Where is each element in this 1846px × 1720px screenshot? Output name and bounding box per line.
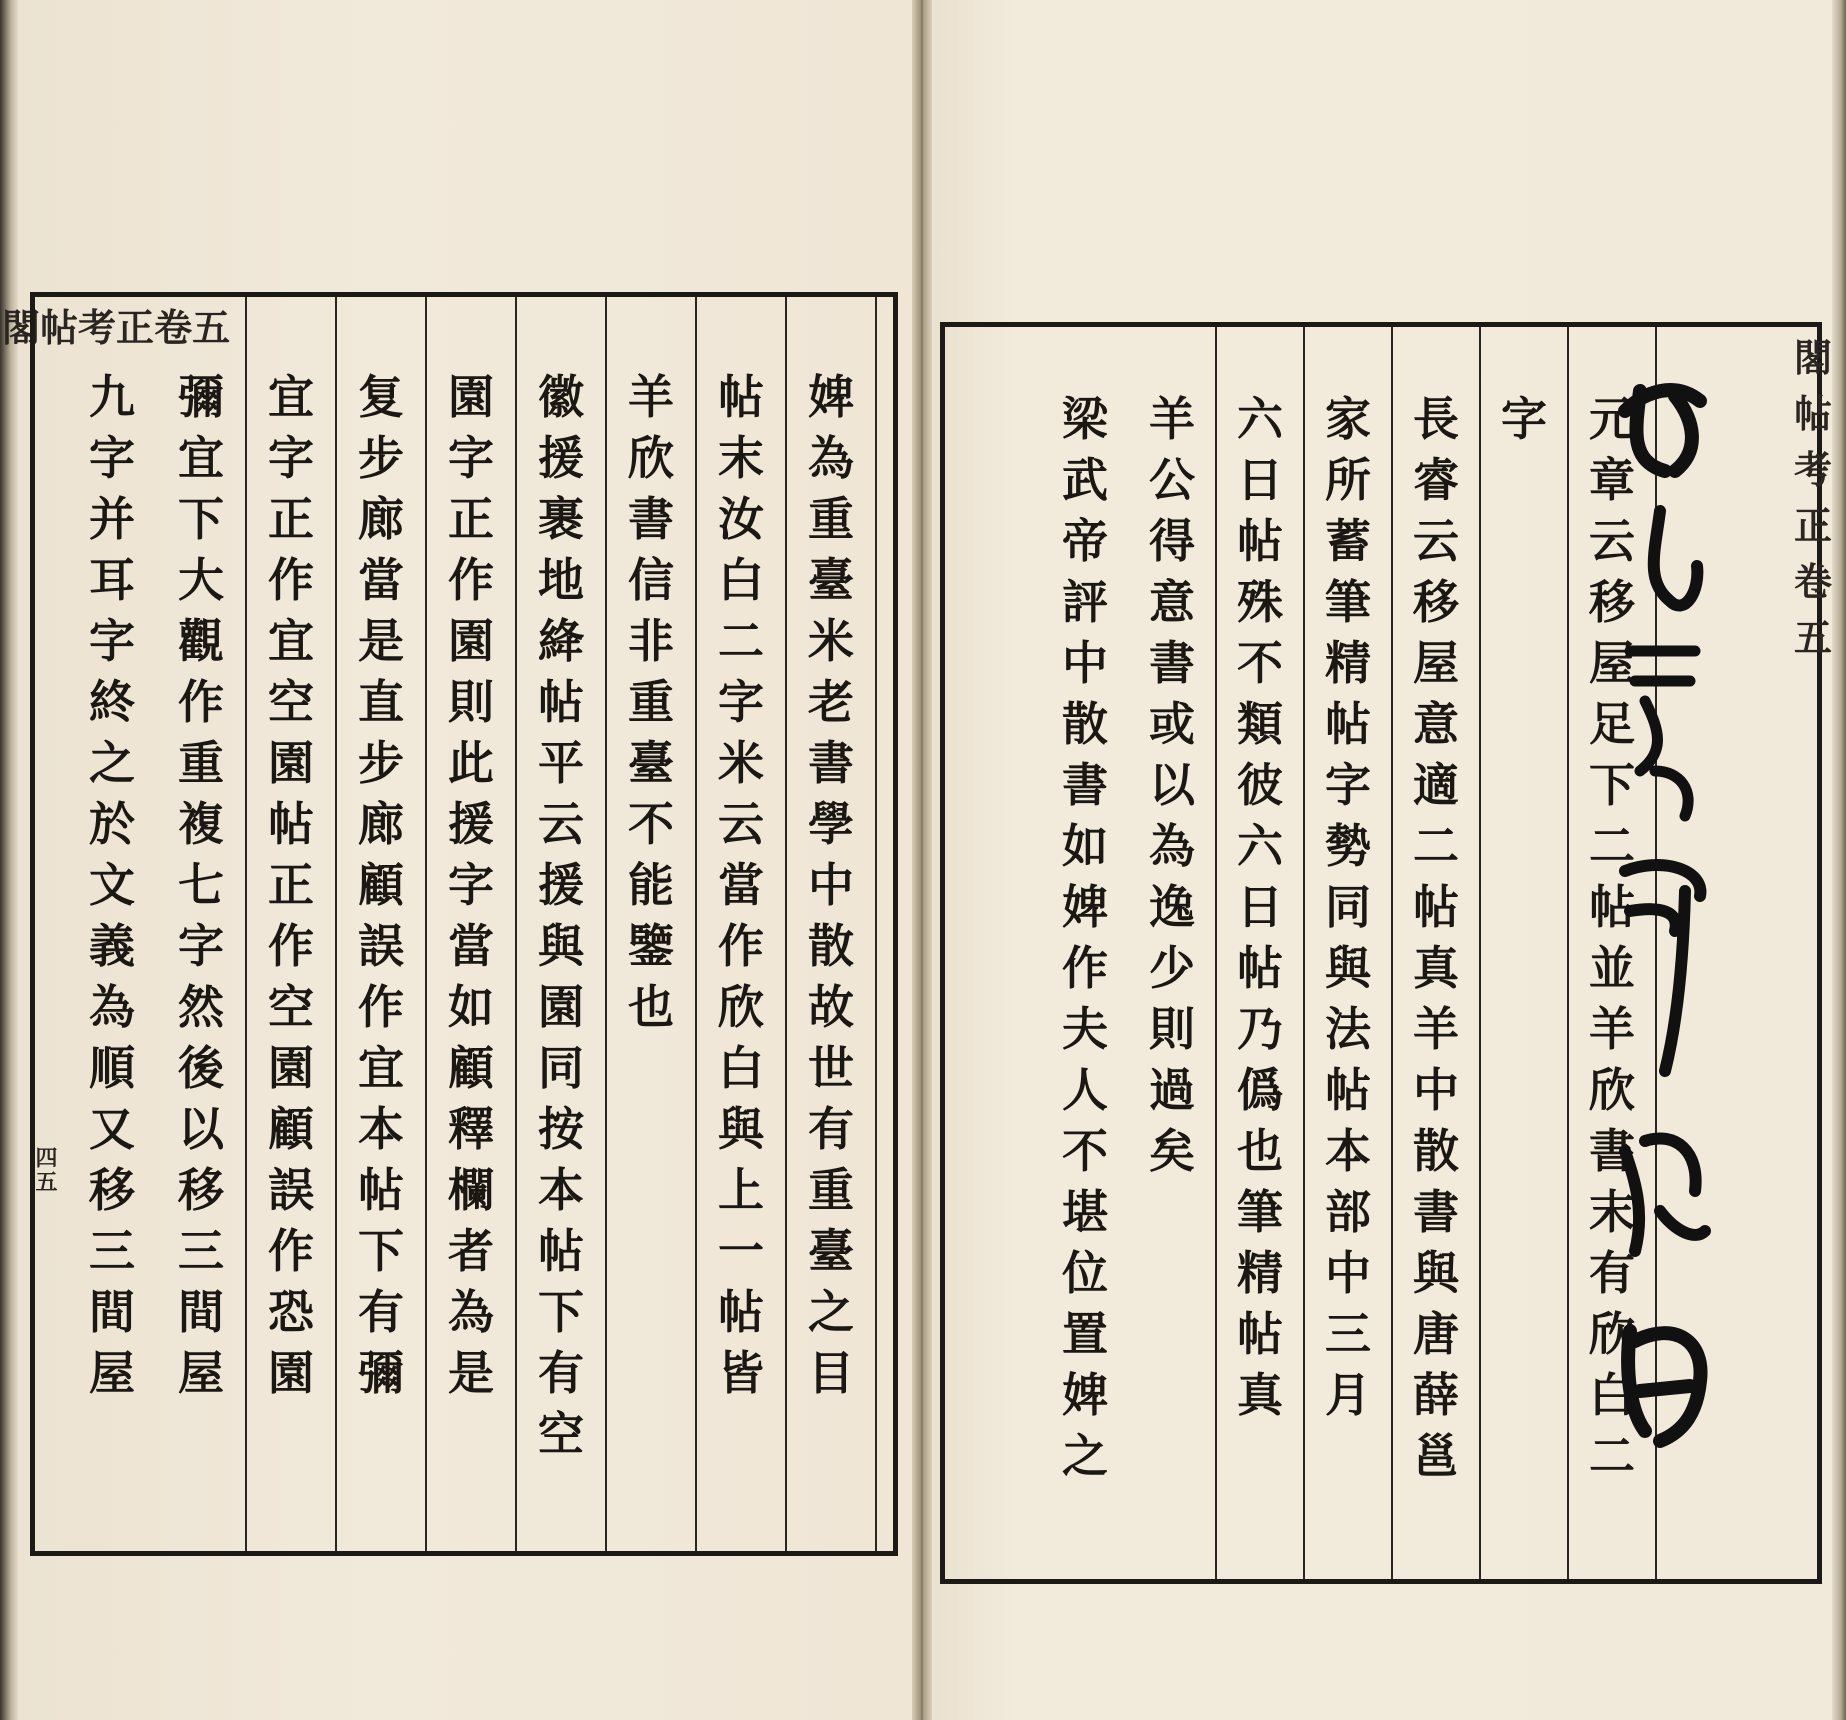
character: 复 <box>358 370 404 424</box>
character: 間 <box>178 1285 224 1339</box>
character: 欣 <box>628 431 674 485</box>
character: 目 <box>808 1346 854 1400</box>
text-column <box>517 297 607 1551</box>
character: 此 <box>448 736 494 790</box>
character: 以 <box>1149 758 1195 812</box>
character: 七 <box>178 858 224 912</box>
character: 釋 <box>448 1102 494 1156</box>
character: 帖 <box>1237 514 1283 568</box>
character: 筆 <box>1237 1185 1283 1239</box>
character: 信 <box>628 553 674 607</box>
character: 羊 <box>1589 1002 1635 1056</box>
margin-character: 卷 <box>1794 559 1833 604</box>
character: 移 <box>1589 575 1635 629</box>
character: 意 <box>1413 697 1459 751</box>
character: 本 <box>1325 1124 1371 1178</box>
character: 書 <box>1413 1185 1459 1239</box>
character: 不 <box>1062 1124 1108 1178</box>
character: 屋 <box>1413 636 1459 690</box>
character: 矣 <box>1149 1124 1195 1178</box>
character: 少 <box>1149 941 1195 995</box>
left-page-edge <box>0 0 18 1720</box>
character: 二 <box>718 614 764 668</box>
character: 重 <box>808 492 854 546</box>
character: 本 <box>538 1163 584 1217</box>
character: 書 <box>1589 1124 1635 1178</box>
margin-character: 閣 <box>1794 335 1833 380</box>
character: 宜 <box>268 370 314 424</box>
character: 屋 <box>89 1346 135 1400</box>
character: 堪 <box>1062 1185 1108 1239</box>
character: 適 <box>1413 758 1459 812</box>
character: 字 <box>718 675 764 729</box>
character: 耳 <box>89 553 135 607</box>
character: 作 <box>1062 941 1108 995</box>
character: 勢 <box>1325 819 1371 873</box>
book-gutter <box>912 0 932 1720</box>
character: 字 <box>89 431 135 485</box>
character: 真 <box>1413 941 1459 995</box>
character: 有 <box>808 1102 854 1156</box>
character: 六 <box>1237 392 1283 446</box>
character: 同 <box>538 1041 584 1095</box>
character: 之 <box>808 1285 854 1339</box>
character: 評 <box>1062 575 1108 629</box>
character: 作 <box>178 675 224 729</box>
character: 者 <box>448 1224 494 1278</box>
character: 字 <box>448 858 494 912</box>
character: 散 <box>1062 697 1108 751</box>
text-column <box>157 297 247 1551</box>
character: 誤 <box>268 1163 314 1217</box>
character: 月 <box>1325 1368 1371 1422</box>
character: 作 <box>358 980 404 1034</box>
text-column <box>697 297 787 1551</box>
character: 長 <box>1413 392 1459 446</box>
character: 顧 <box>358 858 404 912</box>
character: 裹 <box>538 492 584 546</box>
character: 與 <box>538 919 584 973</box>
character: 精 <box>1325 636 1371 690</box>
text-column <box>1217 327 1305 1579</box>
character: 故 <box>808 980 854 1034</box>
character: 彌 <box>178 370 224 424</box>
character: 邕 <box>1413 1429 1459 1483</box>
character: 正 <box>448 492 494 546</box>
character: 能 <box>628 858 674 912</box>
character: 帖 <box>1325 1063 1371 1117</box>
character: 之 <box>89 736 135 790</box>
character: 非 <box>628 614 674 668</box>
margin-character: 五 <box>1794 615 1833 660</box>
text-column <box>247 297 337 1551</box>
character: 云 <box>1413 514 1459 568</box>
character: 三 <box>89 1224 135 1278</box>
character: 字 <box>89 614 135 668</box>
character: 空 <box>268 980 314 1034</box>
character: 為 <box>448 1285 494 1339</box>
character: 移 <box>178 1163 224 1217</box>
character: 空 <box>538 1407 584 1461</box>
text-column <box>1305 327 1393 1579</box>
character: 不 <box>1237 636 1283 690</box>
character: 是 <box>448 1346 494 1400</box>
character: 帖 <box>1413 880 1459 934</box>
character: 大 <box>178 553 224 607</box>
right-text-frame <box>940 322 1822 1584</box>
character: 作 <box>448 553 494 607</box>
character: 人 <box>1062 1063 1108 1117</box>
character: 宜 <box>178 431 224 485</box>
character: 援 <box>448 797 494 851</box>
margin-character: 考 <box>1794 447 1833 492</box>
character: 徽 <box>538 370 584 424</box>
character: 宜 <box>268 614 314 668</box>
character: 末 <box>1589 1185 1635 1239</box>
character: 字 <box>178 919 224 973</box>
character: 重 <box>628 675 674 729</box>
character: 云 <box>538 797 584 851</box>
character: 之 <box>1062 1429 1108 1483</box>
character: 直 <box>358 675 404 729</box>
text-column <box>337 297 427 1551</box>
character: 臺 <box>628 736 674 790</box>
character: 書 <box>1149 636 1195 690</box>
character: 文 <box>89 858 135 912</box>
character: 帝 <box>1062 514 1108 568</box>
character: 薛 <box>1413 1368 1459 1422</box>
character: 欣 <box>718 980 764 1034</box>
text-column <box>1481 327 1569 1579</box>
character: 當 <box>448 919 494 973</box>
left-text-frame <box>30 292 898 1556</box>
character: 羊 <box>1149 392 1195 446</box>
character: 婢 <box>1062 880 1108 934</box>
margin-character: 帖 <box>1794 391 1833 436</box>
character: 字 <box>268 431 314 485</box>
character: 地 <box>538 553 584 607</box>
character: 欄 <box>448 1163 494 1217</box>
character: 間 <box>89 1285 135 1339</box>
character: 終 <box>89 675 135 729</box>
character: 顧 <box>448 1041 494 1095</box>
character: 世 <box>808 1041 854 1095</box>
character: 精 <box>1237 1246 1283 1300</box>
character: 觀 <box>178 614 224 668</box>
character: 如 <box>1062 819 1108 873</box>
character: 武 <box>1062 453 1108 507</box>
character: 以 <box>178 1102 224 1156</box>
character: 書 <box>628 492 674 546</box>
character: 移 <box>89 1163 135 1217</box>
character: 絳 <box>538 614 584 668</box>
character: 中 <box>1413 1063 1459 1117</box>
character: 帖 <box>1237 941 1283 995</box>
character: 九 <box>89 370 135 424</box>
character: 當 <box>358 553 404 607</box>
character: 欣 <box>1589 1063 1635 1117</box>
character: 有 <box>358 1285 404 1339</box>
character: 章 <box>1589 453 1635 507</box>
character: 米 <box>718 736 764 790</box>
character: 類 <box>1237 697 1283 751</box>
character: 與 <box>1413 1246 1459 1300</box>
character: 也 <box>1237 1124 1283 1178</box>
character: 彌 <box>358 1346 404 1400</box>
margin-character: 正 <box>1794 503 1833 548</box>
character: 婢 <box>808 370 854 424</box>
character: 義 <box>89 919 135 973</box>
character: 步 <box>358 736 404 790</box>
text-column <box>607 297 697 1551</box>
character: 位 <box>1062 1246 1108 1300</box>
character: 下 <box>358 1224 404 1278</box>
character: 帖 <box>358 1163 404 1217</box>
character: 鑒 <box>628 919 674 973</box>
margin-character: 考 <box>78 305 117 350</box>
character: 殊 <box>1237 575 1283 629</box>
right-page-edge <box>1832 0 1846 1720</box>
right-margin-title <box>1794 330 1846 666</box>
character: 部 <box>1325 1185 1371 1239</box>
character: 下 <box>538 1285 584 1339</box>
margin-character: 閣 <box>2 305 41 350</box>
character: 然 <box>178 980 224 1034</box>
character: 書 <box>1062 758 1108 812</box>
margin-character: 正 <box>116 305 155 350</box>
character: 白 <box>718 553 764 607</box>
character: 有 <box>1589 1246 1635 1300</box>
character: 元 <box>1589 392 1635 446</box>
character: 中 <box>1325 1246 1371 1300</box>
character: 複 <box>178 797 224 851</box>
character: 與 <box>1325 941 1371 995</box>
character: 一 <box>718 1224 764 1278</box>
character: 公 <box>1149 453 1195 507</box>
character: 皆 <box>718 1346 764 1400</box>
character: 汝 <box>718 492 764 546</box>
character: 字 <box>448 431 494 485</box>
character: 後 <box>178 1041 224 1095</box>
character: 字 <box>1501 392 1547 446</box>
character: 意 <box>1149 575 1195 629</box>
character: 彼 <box>1237 758 1283 812</box>
character: 正 <box>268 858 314 912</box>
character: 米 <box>808 614 854 668</box>
character: 並 <box>1589 941 1635 995</box>
character: 唐 <box>1413 1307 1459 1361</box>
character: 家 <box>1325 392 1371 446</box>
character: 有 <box>538 1346 584 1400</box>
character: 日 <box>1237 880 1283 934</box>
character: 重 <box>808 1163 854 1217</box>
character: 中 <box>808 858 854 912</box>
character: 睿 <box>1413 453 1459 507</box>
character: 不 <box>628 797 674 851</box>
character: 空 <box>268 675 314 729</box>
character: 則 <box>448 675 494 729</box>
character: 老 <box>808 675 854 729</box>
character: 過 <box>1149 1063 1195 1117</box>
text-column <box>1041 327 1129 1579</box>
character: 婢 <box>1062 1368 1108 1422</box>
character: 臺 <box>808 553 854 607</box>
character: 援 <box>538 858 584 912</box>
character: 帖 <box>1589 880 1635 934</box>
character: 書 <box>808 736 854 790</box>
character: 或 <box>1149 697 1195 751</box>
folio-number: 四五 <box>32 1146 58 1194</box>
margin-character: 五 <box>192 305 231 350</box>
text-column <box>67 297 157 1551</box>
character: 逸 <box>1149 880 1195 934</box>
character: 作 <box>268 919 314 973</box>
character: 白 <box>1589 1368 1635 1422</box>
character: 真 <box>1237 1368 1283 1422</box>
character: 上 <box>718 1163 764 1217</box>
character: 園 <box>268 1346 314 1400</box>
character: 得 <box>1149 514 1195 568</box>
character: 作 <box>268 1224 314 1278</box>
character: 乃 <box>1237 1002 1283 1056</box>
character: 足 <box>1589 697 1635 751</box>
character: 夫 <box>1062 1002 1108 1056</box>
character: 正 <box>268 492 314 546</box>
character: 置 <box>1062 1307 1108 1361</box>
character: 於 <box>89 797 135 851</box>
character: 誤 <box>358 919 404 973</box>
character: 如 <box>448 980 494 1034</box>
character: 移 <box>1413 575 1459 629</box>
character: 學 <box>808 797 854 851</box>
character: 云 <box>1589 514 1635 568</box>
character: 并 <box>89 492 135 546</box>
character: 援 <box>538 431 584 485</box>
character: 散 <box>808 919 854 973</box>
character: 帖 <box>538 1224 584 1278</box>
character: 宜 <box>358 1041 404 1095</box>
text-column <box>1393 327 1481 1579</box>
character: 顧 <box>268 1102 314 1156</box>
character: 法 <box>1325 1002 1371 1056</box>
character: 同 <box>1325 880 1371 934</box>
character: 為 <box>89 980 135 1034</box>
character: 本 <box>358 1102 404 1156</box>
character: 字 <box>1325 758 1371 812</box>
character: 帖 <box>1325 697 1371 751</box>
cursive-calligraphy-heading <box>1605 351 1725 1551</box>
character: 當 <box>718 858 764 912</box>
character: 為 <box>808 431 854 485</box>
character: 順 <box>89 1041 135 1095</box>
character: 二 <box>1413 819 1459 873</box>
character: 筆 <box>1325 575 1371 629</box>
character: 廊 <box>358 797 404 851</box>
character: 為 <box>1149 819 1195 873</box>
character: 屋 <box>1589 636 1635 690</box>
character: 作 <box>268 553 314 607</box>
character: 作 <box>718 919 764 973</box>
margin-character: 卷 <box>154 305 193 350</box>
character: 園 <box>268 1041 314 1095</box>
character: 所 <box>1325 453 1371 507</box>
character: 下 <box>1589 758 1635 812</box>
character: 三 <box>178 1224 224 1278</box>
character: 屋 <box>178 1346 224 1400</box>
character: 僞 <box>1237 1063 1283 1117</box>
character: 三 <box>1325 1307 1371 1361</box>
character: 園 <box>448 614 494 668</box>
character: 臺 <box>808 1224 854 1278</box>
character: 下 <box>178 492 224 546</box>
character: 與 <box>718 1102 764 1156</box>
character: 末 <box>718 431 764 485</box>
character: 步 <box>358 431 404 485</box>
margin-character: 帖 <box>40 305 79 350</box>
character: 云 <box>718 797 764 851</box>
text-column <box>1129 327 1217 1579</box>
character: 園 <box>448 370 494 424</box>
character: 梁 <box>1062 392 1108 446</box>
character: 日 <box>1237 453 1283 507</box>
character: 也 <box>628 980 674 1034</box>
character: 帖 <box>268 797 314 851</box>
character: 中 <box>1062 636 1108 690</box>
character: 蓄 <box>1325 514 1371 568</box>
character: 六 <box>1237 819 1283 873</box>
character: 散 <box>1413 1124 1459 1178</box>
character: 二 <box>1589 819 1635 873</box>
character: 帖 <box>718 1285 764 1339</box>
character: 恐 <box>268 1285 314 1339</box>
text-column <box>427 297 517 1551</box>
character: 羊 <box>628 370 674 424</box>
character: 按 <box>538 1102 584 1156</box>
text-column <box>787 297 877 1551</box>
character: 又 <box>89 1102 135 1156</box>
character: 園 <box>268 736 314 790</box>
character: 帖 <box>538 675 584 729</box>
character: 平 <box>538 736 584 790</box>
character: 園 <box>538 980 584 1034</box>
character: 白 <box>718 1041 764 1095</box>
character: 帖 <box>1237 1307 1283 1361</box>
character: 羊 <box>1413 1002 1459 1056</box>
character: 二 <box>1589 1429 1635 1483</box>
character: 則 <box>1149 1002 1195 1056</box>
character: 欣 <box>1589 1307 1635 1361</box>
character: 帖 <box>718 370 764 424</box>
character: 是 <box>358 614 404 668</box>
character: 重 <box>178 736 224 790</box>
character: 廊 <box>358 492 404 546</box>
